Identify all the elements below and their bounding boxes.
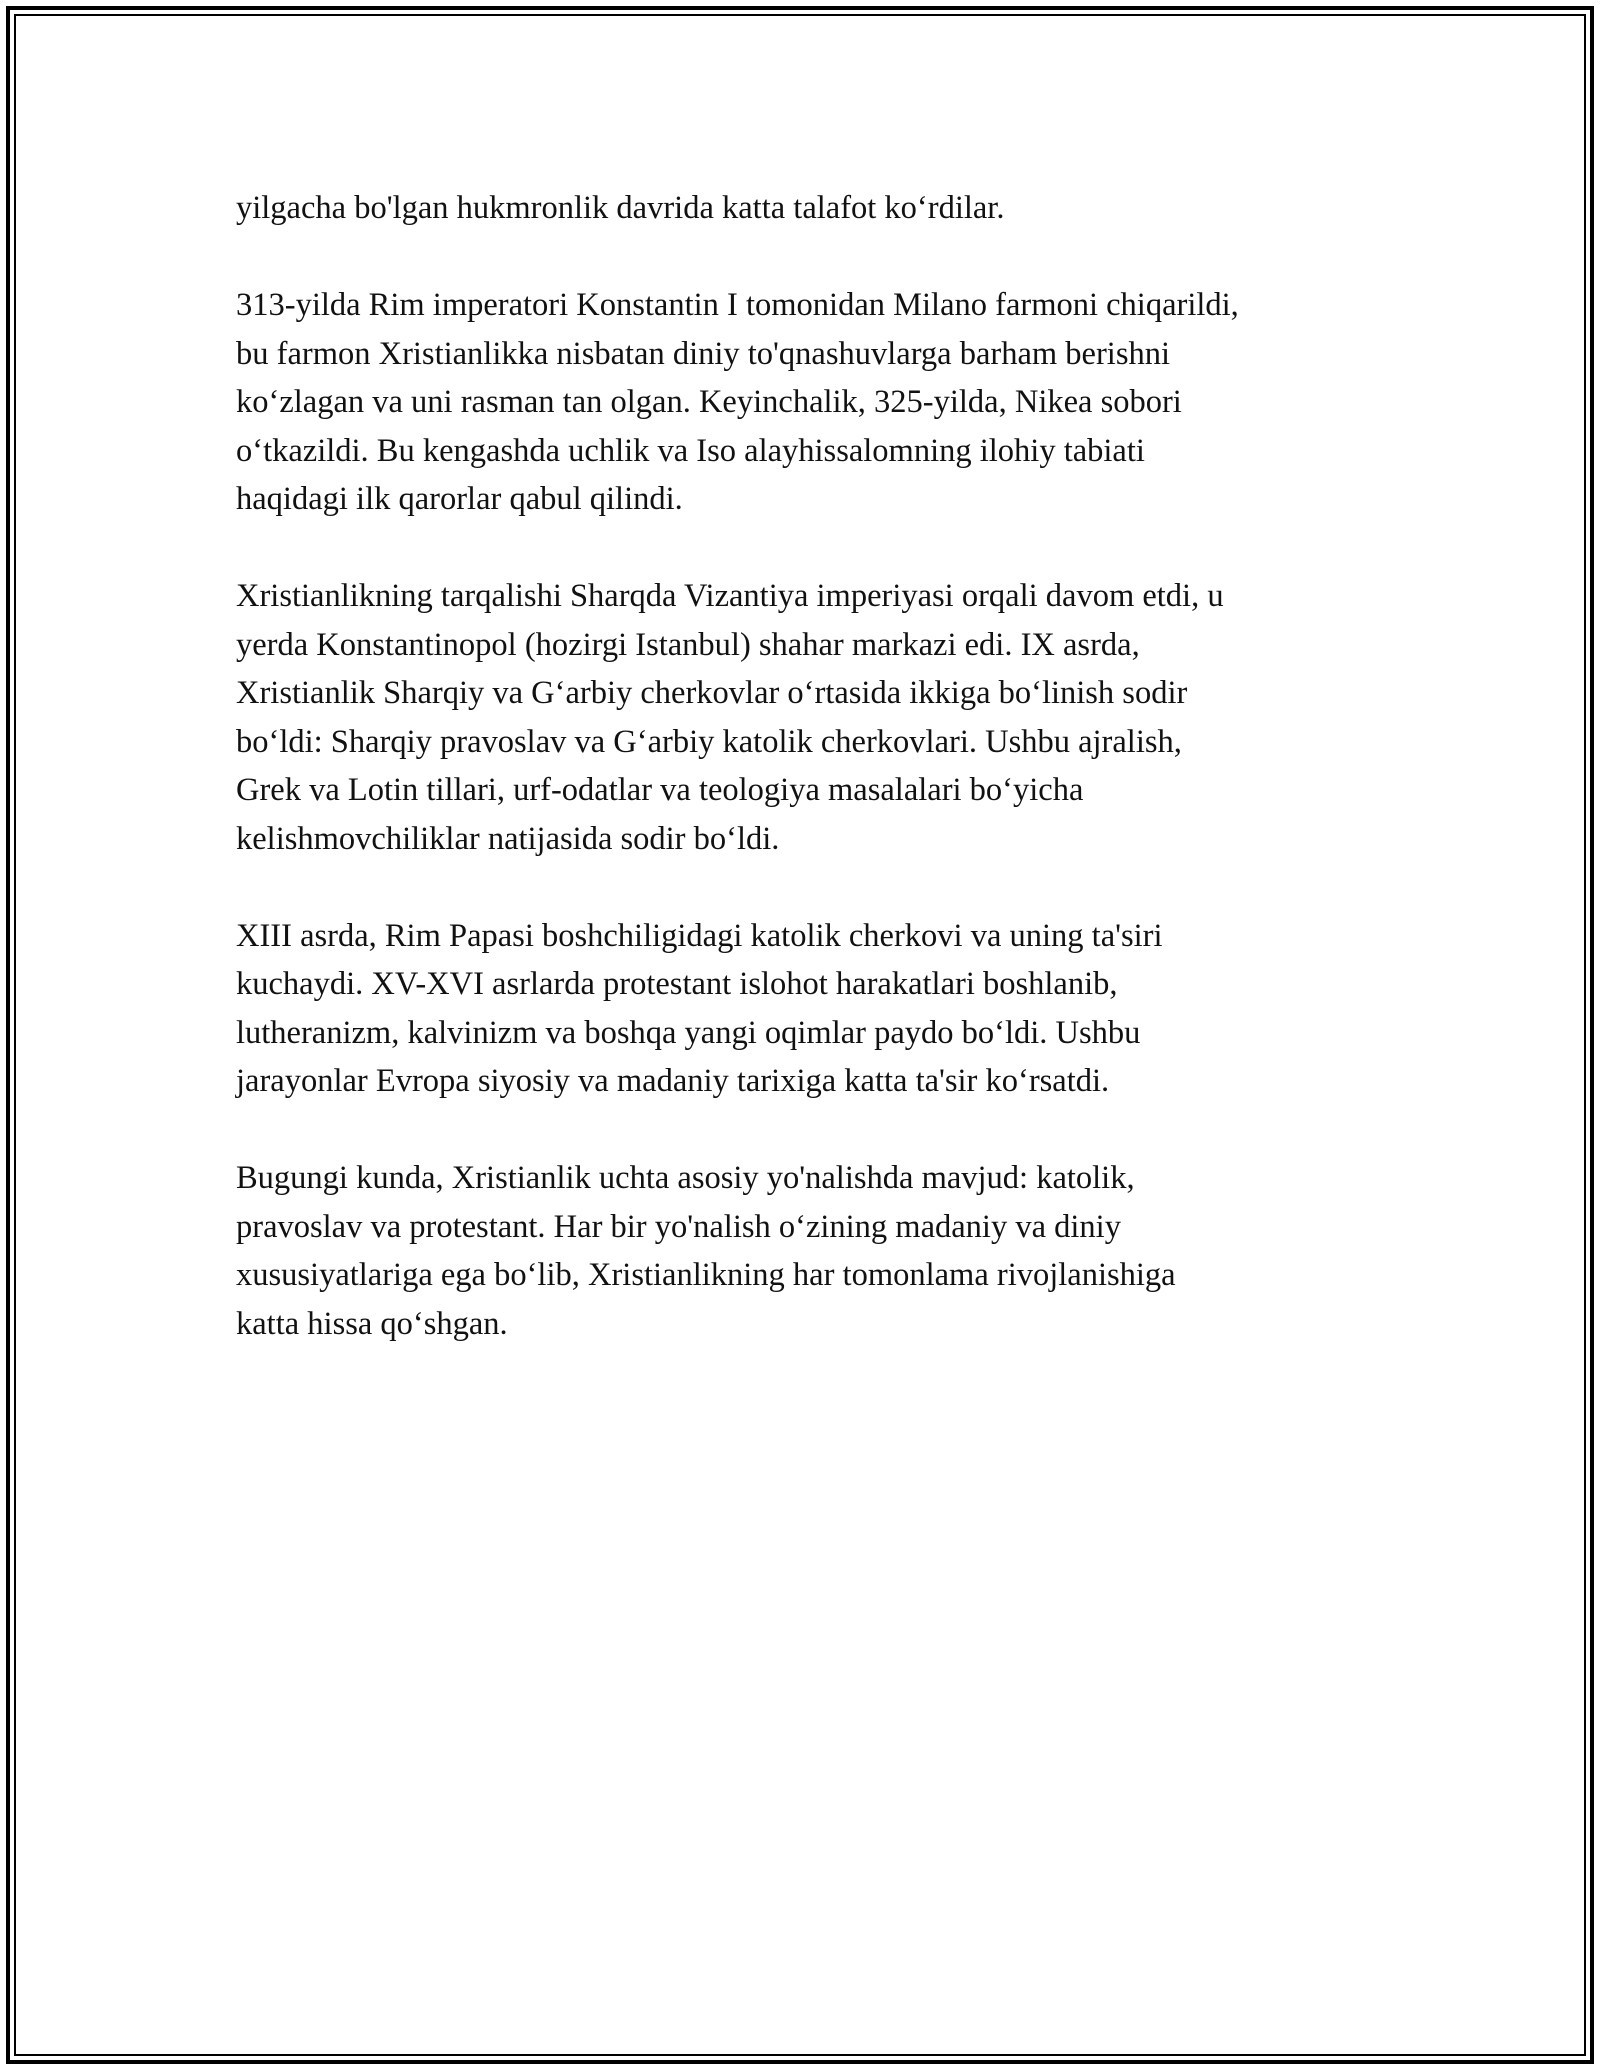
text-line: haqidagi ilk qarorlar qabul qilindi.: [236, 481, 683, 517]
text-line: XIII asrda, Rim Papasi boshchiligidagi katolik cherkovi va uning ta'siri: [236, 917, 1163, 954]
text-line: kuchaydi. XV-XVI asrlarda protestant islohot harakatlari boshlanib,: [236, 966, 1118, 1002]
paragraph-3: [236, 572, 1386, 863]
text-line: ko‘zlagan va uni rasman tan olgan. Keyinchalik, 325-yilda, Nikea sobori: [236, 384, 1182, 420]
document-body: [236, 184, 1386, 1397]
text-line: yerda Konstantinopol (hozirgi Istanbul) shahar markazi edi. IX asrda,: [236, 626, 1140, 663]
text-line: katta hissa qo‘shgan.: [236, 1305, 508, 1342]
paragraph-2: [236, 281, 1386, 524]
text-line: bu farmon Xristianlikka nisbatan diniy to'qnashuvlarga barham berishni: [236, 335, 1171, 372]
text-line: pravoslav va protestant. Har bir yo'nalish o‘zining madaniy va diniy: [236, 1208, 1121, 1245]
text-line: Xristianlik Sharqiy va G‘arbiy cherkovlar o‘rtasida ikkiga bo‘linish sodir: [236, 675, 1188, 711]
text-line: 313-yilda Rim imperatori Konstantin I tomonidan Milano farmoni chiqarildi,: [236, 287, 1239, 323]
paragraph-5: [236, 1154, 1386, 1348]
paragraph-4: [236, 912, 1386, 1106]
text-line: kelishmovchiliklar natijasida sodir bo‘ldi.: [236, 820, 780, 857]
text-line: Xristianlikning tarqalishi Sharqda Vizantiya imperiyasi orqali davom etdi, u: [236, 578, 1224, 614]
paragraph-1: [236, 184, 1386, 233]
text-line: lutheranizm, kalvinizm va boshqa yangi oqimlar paydo bo‘ldi. Ushbu: [236, 1014, 1141, 1051]
text-line: o‘tkazildi. Bu kengashda uchlik va Iso alayhissalomning ilohiy tabiati: [236, 432, 1145, 469]
text-line: Grek va Lotin tillari, urf-odatlar va teologiya masalalari bo‘yicha: [236, 772, 1084, 808]
text-line: jarayonlar Evropa siyosiy va madaniy tarixiga katta ta'sir ko‘rsatdi.: [236, 1063, 1110, 1099]
text-line: Bugungi kunda, Xristianlik uchta asosiy yo'nalishda mavjud: katolik,: [236, 1160, 1135, 1196]
text-line: bo‘ldi: Sharqiy pravoslav va G‘arbiy katolik cherkovlari. Ushbu ajralish,: [236, 723, 1182, 760]
text-line: xususiyatlariga ega bo‘lib, Xristianlikning har tomonlama rivojlanishiga: [236, 1257, 1176, 1293]
text-line: yilgacha bo'lgan hukmronlik davrida katta talafot ko‘rdilar.: [236, 190, 1005, 226]
